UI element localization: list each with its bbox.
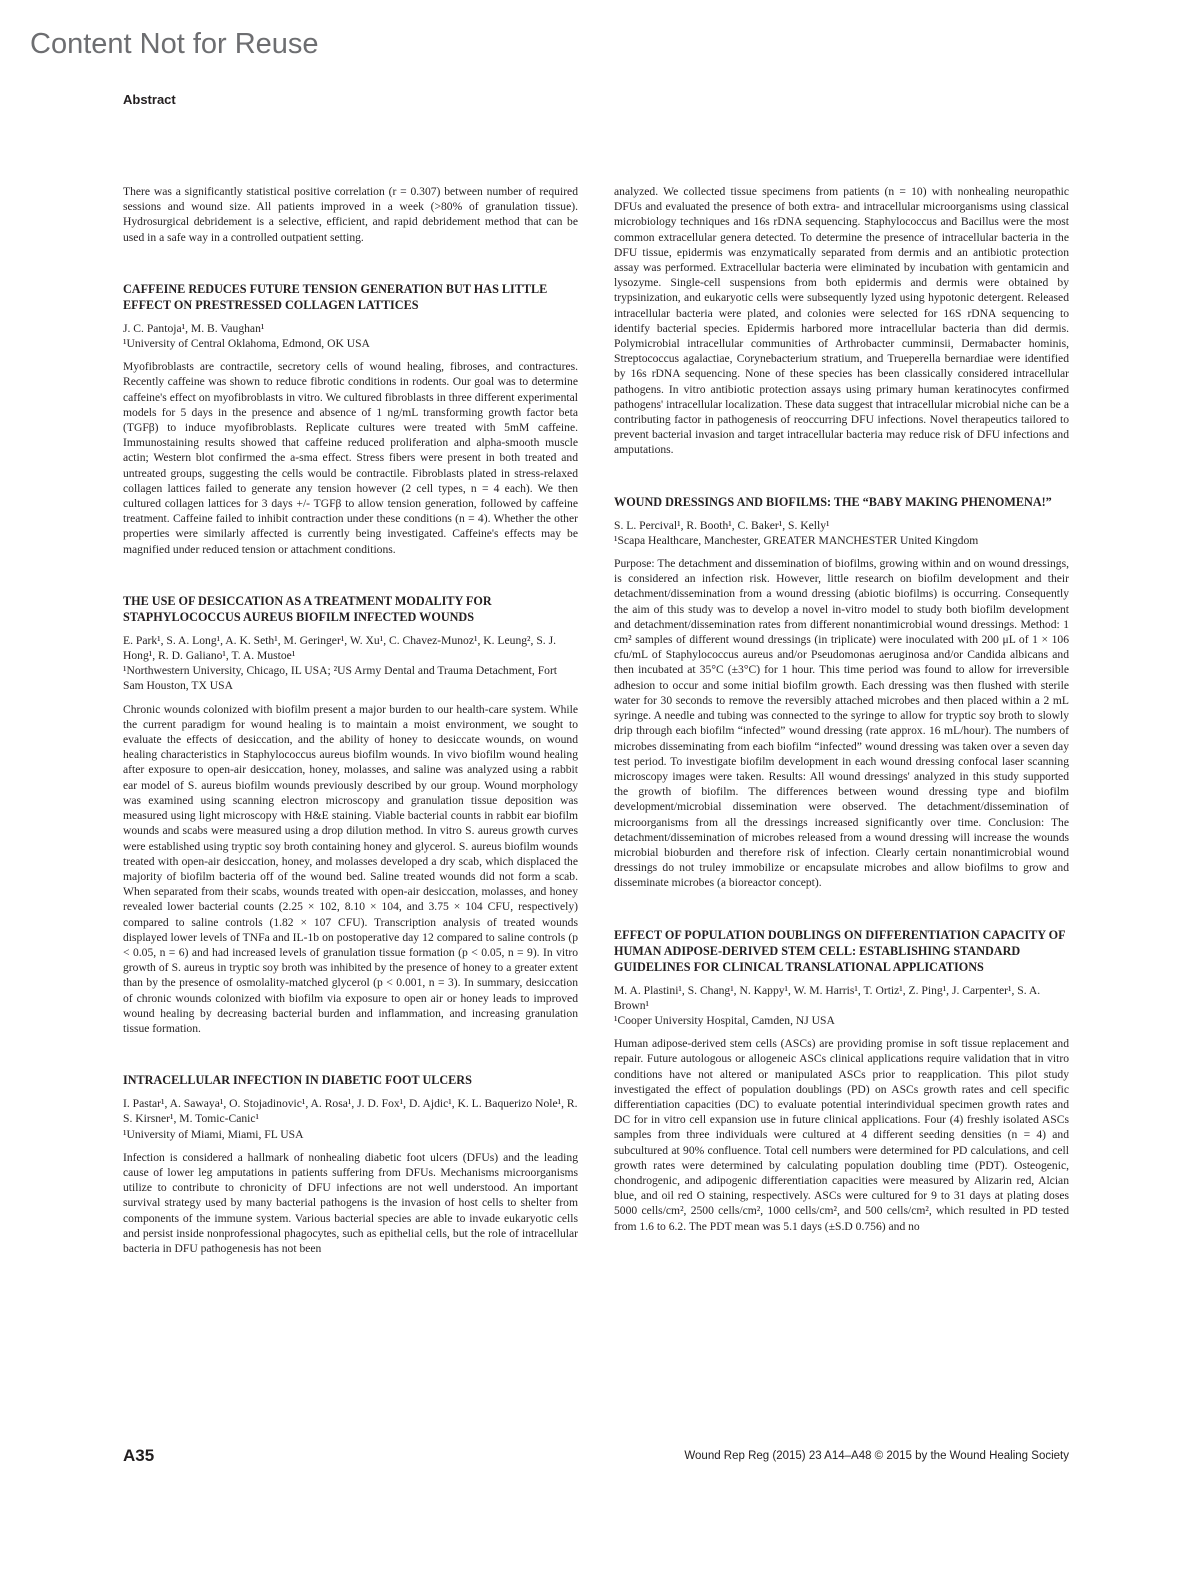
continued-abstract-text: There was a significantly statistical positive correlation (r = 0.307) between number of required sessions and wound size. All patients improved in a week (>80% of granulation tissue). Hydrosurgical debridement is a selective, efficient, and rapid debridement method that can be used in a safe way in a controlled outpatient setting.: [123, 185, 578, 244]
page-number: A35: [123, 1446, 155, 1465]
abstract-affiliation: ¹Northwestern University, Chicago, IL USA; ²US Army Dental and Trauma Detachment, Fort Sam Houston, TX USA: [123, 664, 558, 693]
abstract-title: WOUND DRESSINGS AND BIOFILMS: THE “BABY MAKING PHENOMENA!”: [614, 494, 1052, 509]
abstract-body: Human adipose-derived stem cells (ASCs) are providing promise in soft tissue replacement and repair. Future autologous or allogeneic ASCs clinical applications require validation that in vitro conditions have not altered or manipulated ASCs prior to reapplication. This pilot study investigated the effect of population doublings (PD) on ASCs growth rates and cell specific differentiation capacities (DC) to evaluate potential interindividual specimen growth rates and DC for in vitro cell expansion use in future clinical applications. Four (4) freshly isolated ASCs samples from three individuals were cultured at 4 different seeding densities (n = 4) and subcultured at 90% confluence. Total cell numbers were determined for PD calculations, and cell growth rates were determined by calculating population doubling time (PDT). Osteogenic, chondrogenic, and adipogenic differentiation capacities were measured by Alizarin red, Alcian blue, and oil red O staining, respectively. ASCs were cultured for 9 to 31 days at plating doses 5000 cells/cm², 2500 cells/cm², 1000 cells/cm², and 500 cells/cm², which resulted in PD tested from 1.6 to 6.2. The PDT mean was 5.1 days (±S.D 0.756) and no: [614, 1037, 1069, 1233]
abstract-title: INTRACELLULAR INFECTION IN DIABETIC FOOT ULCERS: [123, 1073, 472, 1088]
abstract-wound-dressings-biofilms: [614, 494, 1069, 891]
abstract-authors: E. Park¹, S. A. Long¹, A. K. Seth¹, M. Geringer¹, W. Xu¹, C. Chavez-Munoz¹, K. Leung², S. J. Hong¹, R. D. Galiano¹, T. A. Mustoe¹: [123, 633, 556, 663]
abstract-intracellular-infection: [123, 1072, 578, 1256]
abstract-population-doublings: [614, 927, 1069, 1234]
abstract-affiliation: ¹Scapa Healthcare, Manchester, GREATER MANCHESTER United Kingdom: [614, 533, 979, 547]
abstract-affiliation: ¹University of Miami, Miami, FL USA: [123, 1127, 304, 1141]
watermark: Content Not for Reuse: [30, 28, 319, 60]
right-column: [614, 184, 1069, 1234]
abstract-authors: M. A. Plastini¹, S. Chang¹, N. Kappy¹, W. M. Harris¹, T. Ortiz¹, Z. Ping¹, J. Carpenter¹, S. A. Brown¹: [614, 983, 1041, 1012]
abstract-affiliation: ¹University of Central Oklahoma, Edmond, OK USA: [123, 337, 370, 351]
continued-abstract-text: analyzed. We collected tissue specimens from patients (n = 10) with nonhealing neuropathic DFUs and evaluated the presence of both extra- and intracellular microorganisms using classical microbiology techniques and 16s rDNA sequencing. Staphylococcus and Bacillus were the most common extracellular genera detected. To determine the presence of intracellular bacteria in the DFU tissue, epidermis was enzymatically separated from dermis and an antibiotic protection assay was performed. Extracellular bacteria were eliminated by incubation with gentamicin and lysozyme. Single-cell suspensions from both epidermis and dermis were obtained by trypsinization, and eukaryotic cells were subsequently lyzed using hypotonic detergent. Released intracellular bacteria were plated, and colonies were selected for 16S rDNA sequencing to identify bacterial species. Epidermis harbored more intracellular bacteria than did dermis. Polymicrobial intracellular communities of Arthrobacter cumminsii, Dermabacter hominis, Streptococcus agalactiae, Corynebacterium stratium, and Trueperella bernardiae were identified by 16s rDNA sequencing. None of these species has been classically considered intracellular pathogens. In vitro antibiotic protection assays using primary human keratinocytes confirmed pathogens' intracellular localization. These data suggest that intracellular microbial niche can be a contributing factor in pathogenesis of reoccurring DFU infections. Novel therapeutics tailored to prevent bacterial invasion and target intracellular bacteria may reduce risk of DFU infections and amputations.: [614, 185, 1069, 457]
abstract-authors: J. C. Pantoja¹, M. B. Vaughan¹: [123, 321, 265, 335]
abstract-affiliation: ¹Cooper University Hospital, Camden, NJ USA: [614, 1013, 835, 1027]
journal-citation: Wound Rep Reg (2015) 23 A14–A48 © 2015 by the Wound Healing Society: [684, 1450, 1069, 1462]
abstract-body: Infection is considered a hallmark of nonhealing diabetic foot ulcers (DFUs) and the leading cause of lower leg amputations in patients suffering from DFUs. Mechanisms microorganisms utilize to contribute to chronicity of DFU infections are not well understood. An important survival strategy used by many bacterial pathogens is the invasion of host cells to shelter from components of the immune system. Various bacterial species are able to invade eukaryotic cells and persist inside nonprofessional phagocytes, such as epithelial cells, but the role of intracellular bacteria in DFU pathogenesis has not been: [123, 1150, 578, 1255]
abstract-title: EFFECT OF POPULATION DOUBLINGS ON DIFFERENTIATION CAPACITY OF HUMAN ADIPOSE-DERIVED STEM CELL: ESTABLISHING STANDARD GUIDELINES FOR CLINICAL TRANSLATIONAL APPLICATIONS: [614, 927, 1066, 974]
left-column: [123, 184, 578, 1256]
abstract-title: CAFFEINE REDUCES FUTURE TENSION GENERATION BUT HAS LITTLE EFFECT ON PRESTRESSED COLLAGEN LATTICES: [123, 281, 548, 312]
section-label: Abstract: [123, 92, 176, 107]
abstract-desiccation: [123, 593, 578, 1036]
abstract-caffeine: [123, 281, 578, 557]
abstract-authors: S. L. Percival¹, R. Booth¹, C. Baker¹, S. Kelly¹: [614, 518, 830, 532]
abstract-authors: I. Pastar¹, A. Sawaya¹, O. Stojadinovic¹, A. Rosa¹, J. D. Fox¹, D. Ajdic¹, K. L. Baquerizo Nole¹, R. S. Kirsner¹, M. Tomic-Canic¹: [123, 1097, 578, 1126]
abstract-body: Purpose: The detachment and dissemination of biofilms, growing within and on wound dressings, is considered an infection risk. However, little research on biofilm development and their detachment/dissemination from a wound dressing (abiotic biofilms) is occurring. Consequently the aim of this study was to develop a novel in-vitro model to study both biofilm development and detachment/dissemination rates from different nonantimicrobial wound dressings. Method: 1 cm² samples of different wound dressings (in triplicate) were inoculated with 200 μL of 1 × 106 cfu/mL of Staphylococcus aureus and/or Pseudomonas aeruginosa and/or Candida albicans and then incubated at 35°C (±3°C) for 1 hour. This time period was found to allow for irreversible adhesion to occur and some initial biofilm growth. Each dressing was then flushed with sterile water for 30 seconds to remove the reversibly attached microbes and then placed within a 2 mL syringe. A needle and tubing was connected to the syringe to allow for tryptic soy broth to slowly drip through each biofilm “infected” wound dressing (rate approx. 16 mL/hour). The numbers of microbes disseminating from each biofilm “infected” wound dressing was taken over a seven day test period. To investigate biofilm development in each wound dressing confocal laser scanning microscopy images were taken. Results: All wound dressings' analyzed in this study supported the growth of biofilm. The differences between wound dressing type and biofilm development/microbial dissemination were observed. The detachment/dissemination of microorganisms from all the dressings increased significantly over time. Conclusion: The detachment/dissemination of microbes released from a wound dressing will increase the wounds microbial bioburden and therefore risk of infection. Clearly certain nonantimicrobial wound dressings do not truley immobilize or encapsulate microbes and allow biofilms to grow and disseminate microbes (a bioreactor concept).: [614, 557, 1069, 890]
abstract-body: Chronic wounds colonized with biofilm present a major burden to our health-care system. While the current paradigm for wound healing is to maintain a moist environment, we sought to evaluate the effects of desiccation, and the ability of honey to desiccate wounds, on wound healing characteristics in Staphylococcus aureus biofilm wounds. In vivo biofilm wound healing after exposure to open-air desiccation, honey, molasses, and saline was analyzed using a rabbit ear model of S. aureus biofilm wounds previously described by our group. Wound morphology was examined using scanning electron microscopy and granulation tissue deposition was measured using light microscopy with H&E staining. Viable bacterial counts in rabbit ear biofilm wounds and scabs were measured using a drop dilution method. In vitro S. aureus growth curves were established using tryptic soy broth containing honey and glycerol. S. aureus biofilm wounds treated with open-air desiccation, honey, and molasses developed a dry scab, which displaced the majority of biofilm bacteria off of the wound bed. Saline treated wounds did not form a scab. When separated from their scabs, wounds treated with open-air desiccation, molasses, and honey revealed lower bacterial counts (2.25 × 102, 8.10 × 104, and 3.75 × 104 CFU, respectively) compared to saline controls (1.82 × 107 CFU). Transcription analysis of treated wounds displayed lower levels of TNFa and IL-1b on postoperative day 12 compared to saline controls (p < 0.05, n = 6) and had increased levels of granulation tissue formation (p < 0.05, n = 9). In vitro growth of S. aureus in tryptic soy broth was inhibited by the presence of honey to a greater extent than by the presence of osmolality-matched glycerol (p < 0.001, n = 3). In summary, desiccation of chronic wounds colonized with biofilm via exposure to open air or honey leads to improved wound healing by decreasing bacterial burden and inflammation, and increasing granulation tissue formation.: [123, 702, 578, 1035]
abstract-title: THE USE OF DESICCATION AS A TREATMENT MODALITY FOR STAPHYLOCOCCUS AUREUS BIOFILM INFECTED WOUNDS: [123, 593, 492, 624]
abstract-body: Myofibroblasts are contractile, secretory cells of wound healing, fibroses, and contractures. Recently caffeine was shown to reduce fibrotic conditions in rodents. Our goal was to determine caffeine's effect on myofibroblasts in vitro. We cultured fibroblasts in three different experimental models for 5 days in the presence and absence of 1 ng/mL transforming growth factor beta (TGFβ) to induce myofibroblasts. Replicate cultures were treated with 5mM caffeine. Immunostaining results showed that caffeine reduced proliferation and alpha-smooth muscle actin; Western blot confirmed the a-sma effect. Stress fibers were present in both treated and untreated groups, suggesting the cells would be contractile. Fibroblasts plated in stress-relaxed collagen lattices failed to generate any tension however (2 cell types, n = 4 each). We then cultured collagen lattices for 3 days +/- TGFβ to allow tension generation, followed by caffeine treatment. Caffeine failed to inhibit contraction under these conditions (n = 4). Whether the other properties were similarly affected is currently being investigated. Caffeine's effects may be magnified under reduced tension or attachment conditions.: [123, 360, 578, 556]
